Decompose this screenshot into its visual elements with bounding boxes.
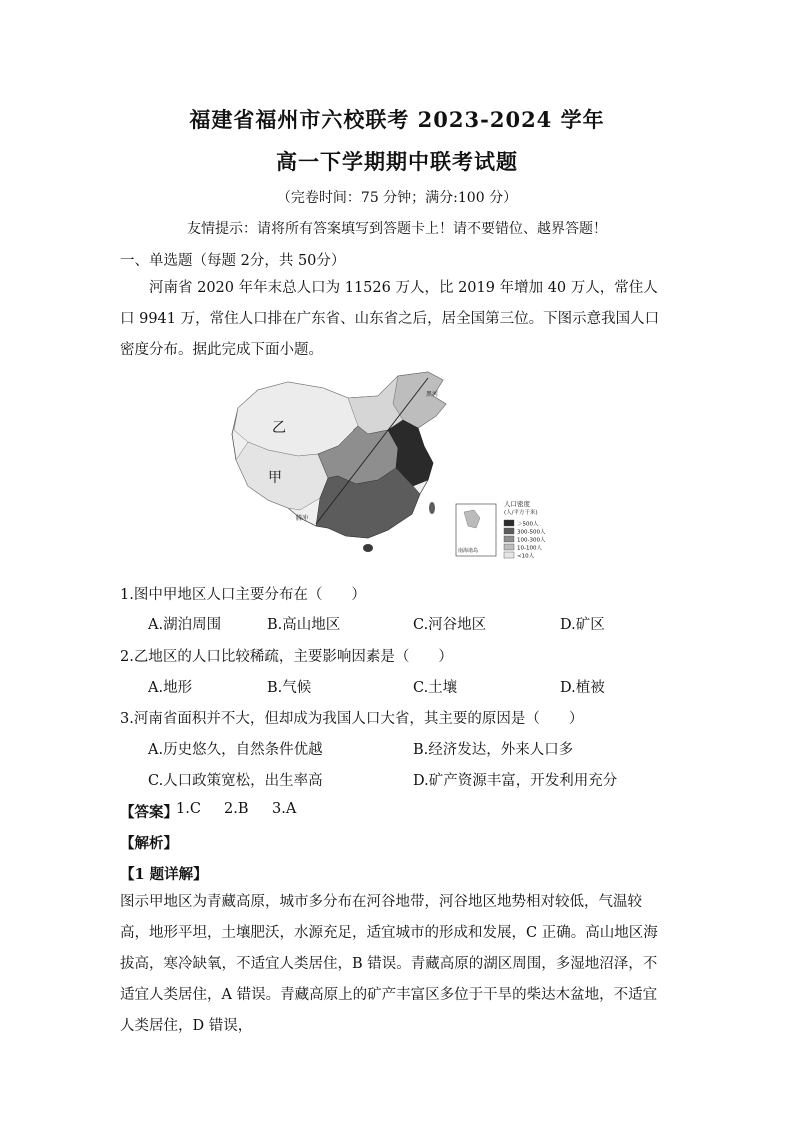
legend-title: 人口密度 [504, 500, 530, 508]
label-heihe: 黑河 [426, 391, 439, 398]
answer-3: 3.A [272, 801, 297, 817]
taiwan-island [429, 502, 435, 514]
legend-label: 10-100人 [517, 545, 542, 552]
legend-swatch [504, 520, 514, 526]
exam-info: （完卷时间：75 分钟；满分:100 分） [276, 190, 518, 206]
question-2-option-b: B.气候 [267, 680, 312, 696]
question-1-stem: 1.图中甲地区人口主要分布在（ ） [120, 587, 366, 603]
china-map-graphic [228, 368, 546, 568]
question-1-option-c: C.河谷地区 [413, 617, 487, 633]
section-heading: 一、单选题（每题 2分，共 50分） [120, 253, 346, 269]
legend-swatch [504, 528, 514, 534]
legend-swatch [504, 552, 514, 558]
label-tengchong: 腾冲 [296, 515, 309, 522]
population-density-map [228, 368, 546, 568]
answer-label: 【答案】 [120, 804, 178, 821]
intro-paragraph: 河南省 2020 年年末总人口为 11526 万人，比 2019 年增加 40 万人，常住人口 9941 万，常住人口排在广东省、山东省之后，居全国第三位。下图示意我国人口密度分布。据此完成下面小题。 [120, 280, 660, 358]
legend-swatch [504, 544, 514, 550]
hainan-island [363, 544, 373, 552]
title-line-2: 高一下学期期中联考试题 [276, 149, 518, 174]
tip-text: 友情提示：请将所有答案填写到答题卡上！请不要错位、越界答题！ [187, 221, 607, 237]
question-2-stem: 2.乙地区的人口比较稀疏，主要影响因素是（ ） [120, 649, 453, 665]
detail-1-text: 图示甲地区为青藏高原，城市多分布在河谷地带，河谷地区地势相对较低，气温较高，地形平坦，土壤肥沃，水源充足，适宜城市的形成和发展，C 正确。高山地区海拔高，寒冷缺氧，不适宜人类居住，B 错误。青藏高原的湖区周围，多湿地沼泽，不适宜人类居住，A 错误。青藏高原上的矿产丰富区多位于干旱的柴达木盆地，不适宜人类居住，D 错误， [120, 894, 658, 1034]
question-2-option-d: D.植被 [560, 680, 605, 696]
detail-1-label: 【1 题详解】 [120, 866, 208, 883]
answer-2: 2.B [224, 801, 249, 817]
question-3-option-d: D.矿产资源丰富，开发利用充分 [413, 773, 618, 789]
question-3-stem: 3.河南省面积并不大，但却成为我国人口大省，其主要的原因是（ ） [120, 711, 584, 727]
question-2-option-c: C.土壤 [413, 680, 458, 696]
answer-1: 1.C [176, 801, 201, 817]
legend-label: ＞500人 [517, 521, 539, 528]
question-1-option-a: A.湖泊周围 [148, 617, 222, 633]
question-3-option-b: B.经济发达，外来人口多 [413, 742, 574, 758]
analysis-label: 【解析】 [120, 835, 178, 852]
legend [504, 520, 546, 560]
legend-swatch [504, 536, 514, 542]
title-line-1: 福建省福州市六校联考 2023-2024 学年 [189, 107, 605, 132]
legend-unit: (人/平方千米) [504, 510, 538, 516]
label-jia: 甲 [268, 470, 282, 486]
question-3-option-c: C.人口政策宽松，出生率高 [148, 773, 323, 789]
legend-label: 100-300人 [517, 537, 546, 544]
legend-label: <10人 [517, 553, 535, 560]
question-3-option-a: A.历史悠久，自然条件优越 [148, 742, 323, 758]
legend-label: 300-500人 [517, 529, 546, 536]
label-nanhai: 南海诸岛 [458, 548, 479, 554]
label-yi: 乙 [272, 420, 286, 436]
question-1-option-d: D.矿区 [560, 617, 605, 633]
question-2-option-a: A.地形 [148, 680, 193, 696]
question-1-option-b: B.高山地区 [267, 617, 341, 633]
